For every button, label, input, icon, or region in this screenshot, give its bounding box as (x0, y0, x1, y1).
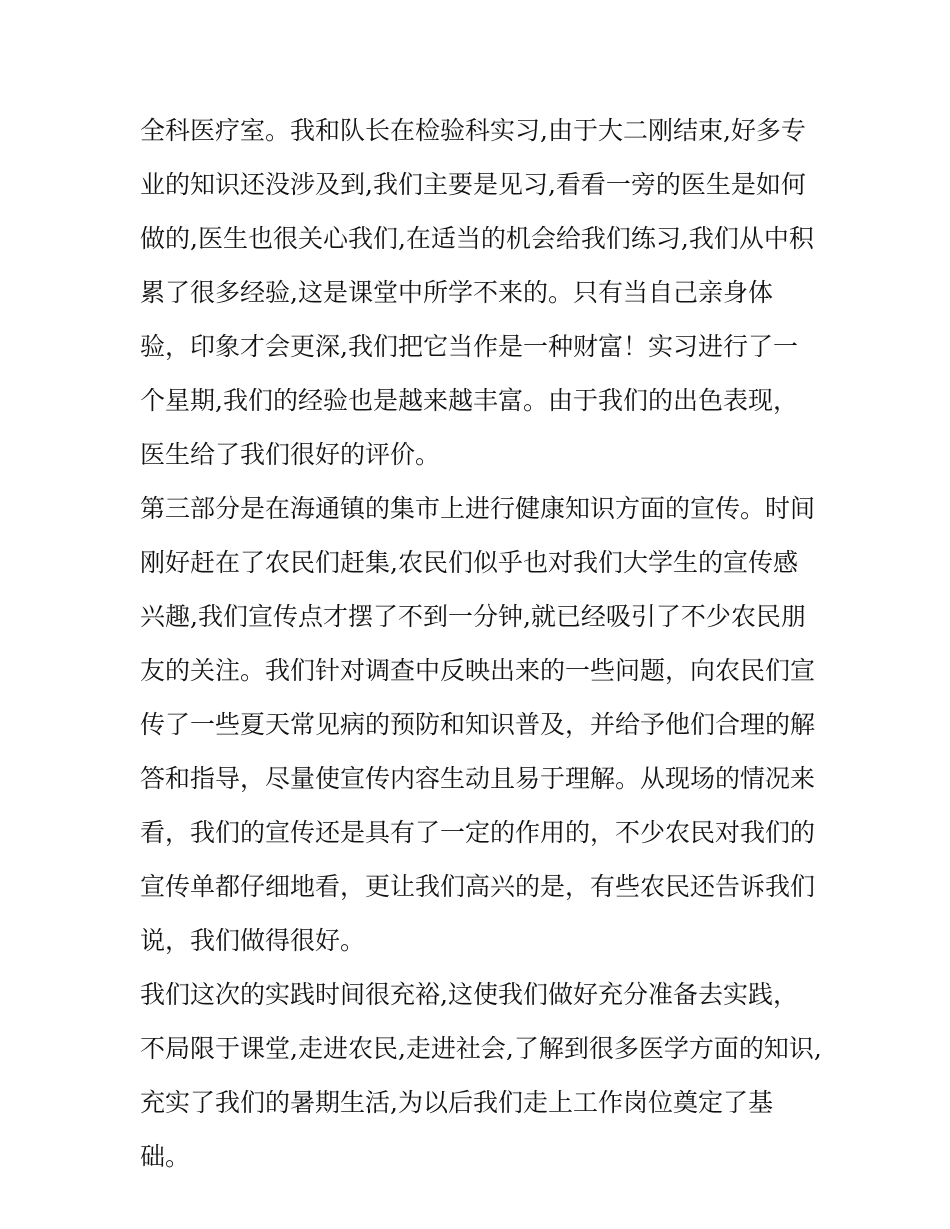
text-line: 不局限于课堂,走进农民,走进社会,了解到很多医学方面的知识, (140, 1034, 822, 1063)
text-line: 看，我们的宣传还是具有了一定的作用的，不少农民对我们的 (140, 818, 816, 847)
body-text (140, 104, 840, 1184)
text-line: 全科医疗室。我和队长在检验科实习,由于大二刚结束,好多专 (140, 116, 806, 145)
text-line: 验，印象才会更深,我们把它当作是一种财富！实习进行了一 (140, 332, 798, 361)
text-line: 础。 (140, 1142, 191, 1171)
text-line: 做的,医生也很关心我们,在适当的机会给我们练习,我们从中积 (140, 224, 814, 253)
text-line: 传了一些夏天常见病的预防和知识普及，并给予他们合理的解 (140, 710, 816, 739)
text-line: 刚好赶在了农民们赶集,农民们似乎也对我们大学生的宣传感 (140, 548, 798, 577)
text-line: 兴趣,我们宣传点才摆了不到一分钟,就已经吸引了不少农民朋 (140, 602, 806, 631)
text-line: 充实了我们的暑期生活,为以后我们走上工作岗位奠定了基 (140, 1088, 773, 1117)
text-line: 个星期,我们的经验也是越来越丰富。由于我们的出色表现， (140, 386, 798, 415)
text-line: 第三部分是在海通镇的集市上进行健康知识方面的宣传。时间 (140, 494, 816, 523)
text-line: 我们这次的实践时间很充裕,这使我们做好充分准备去实践， (140, 980, 798, 1009)
text-line: 说，我们做得很好。 (140, 926, 366, 955)
text-line: 宣传单都仔细地看，更让我们高兴的是，有些农民还告诉我们 (140, 872, 816, 901)
text-line: 业的知识还没涉及到,我们主要是见习,看看一旁的医生是如何 (140, 170, 806, 199)
text-line: 累了很多经验,这是课堂中所学不来的。只有当自己亲身体 (140, 278, 773, 307)
text-line: 友的关注。我们针对调查中反映出来的一些问题，向农民们宣 (140, 656, 816, 685)
text-line: 医生给了我们很好的评价。 (140, 440, 441, 469)
text-line: 答和指导，尽量使宣传内容生动且易于理解。从现场的情况来 (140, 764, 816, 793)
